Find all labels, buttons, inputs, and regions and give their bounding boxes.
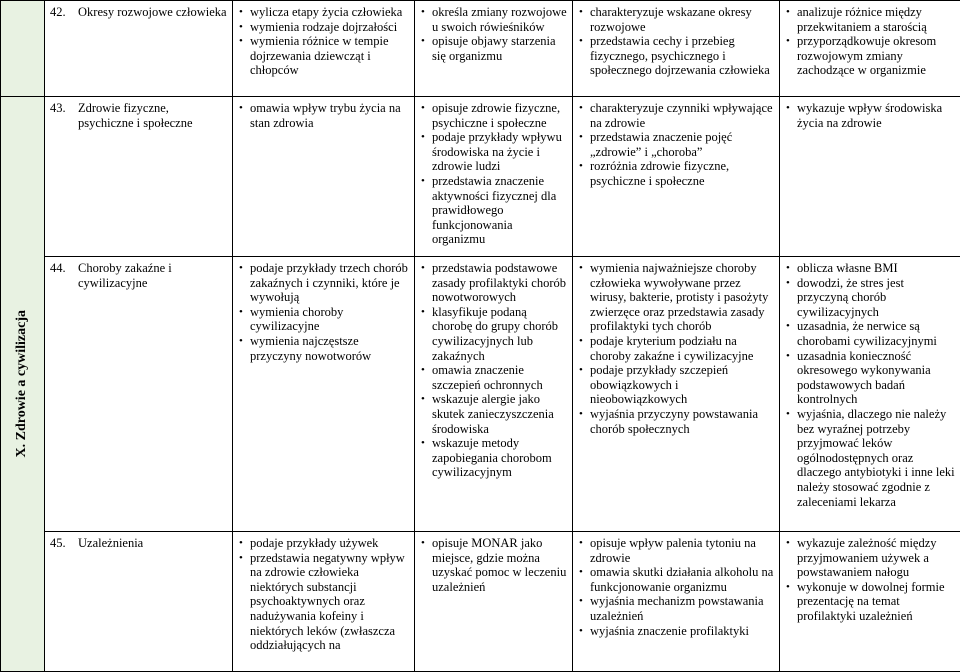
requirement-cell: [415, 257, 573, 532]
lesson-number: 44.: [50, 261, 78, 290]
list-item: • analizuje różnice między przekwitaniem a starością: [785, 5, 955, 34]
list-item: • opisuje objawy starzenia się organizmu: [420, 34, 567, 63]
list-item: • wymienia najczęstsze przyczyny nowotworów: [238, 334, 409, 363]
lesson-topic: Choroby zakaźne i cywilizacyjne: [78, 261, 227, 290]
requirement-cell: [573, 97, 780, 257]
list-item: • opisuje MONAR jako miejsce, gdzie można uzyskać pomoc w leczeniu uzależnień: [420, 536, 567, 594]
list-item: • wymienia rodzaje dojrzałości: [238, 20, 409, 35]
list-item: • wyjaśnia przyczyny powstawania chorób społecznych: [578, 407, 774, 436]
requirement-cell: [780, 257, 960, 532]
list-item: • omawia znaczenie szczepień ochronnych: [420, 363, 567, 392]
list-item: • wyjaśnia mechanizm powstawania uzależnień: [578, 594, 774, 623]
list-item: • wyjaśnia znaczenie profilaktyki: [578, 624, 774, 639]
table-row: [1, 257, 960, 532]
lesson-number: 42.: [50, 5, 78, 20]
list-item: • oblicza własne BMI: [785, 261, 955, 276]
table-row: [1, 532, 960, 672]
list-item: • przedstawia cechy i przebieg fizycznego, psychicznego i społecznego dojrzewania człowieka: [578, 34, 774, 78]
lesson-topic: Zdrowie fizyczne, psychiczne i społeczne: [78, 101, 227, 130]
list-item: • rozróżnia zdrowie fizyczne, psychiczne i społeczne: [578, 159, 774, 188]
topic-cell: [45, 97, 233, 257]
list-item: • wylicza etapy życia człowieka: [238, 5, 409, 20]
section-label: X. Zdrowie a cywilizacja: [15, 310, 30, 458]
list-item: • klasyfikuje podaną chorobę do grupy chorób cywilizacyjnych lub zakaźnych: [420, 305, 567, 363]
list-item: • określa zmiany rozwojowe u swoich rówieśników: [420, 5, 567, 34]
list-item: • charakteryzuje wskazane okresy rozwojowe: [578, 5, 774, 34]
list-item: • podaje przykłady używek: [238, 536, 409, 551]
requirement-cell: [780, 1, 960, 97]
requirement-cell: [573, 257, 780, 532]
list-item: • wskazuje metody zapobiegania chorobom cywilizacyjnym: [420, 436, 567, 480]
list-item: • podaje przykłady trzech chorób zakaźnych i czynniki, które je wywołują: [238, 261, 409, 305]
list-item: • wymienia choroby cywilizacyjne: [238, 305, 409, 334]
list-item: • przyporządkowuje okresom rozwojowym zmiany zachodzące w organizmie: [785, 34, 955, 78]
lesson-topic: Uzależnienia: [78, 536, 227, 551]
list-item: • charakteryzuje czynniki wpływające na zdrowie: [578, 101, 774, 130]
section-label-cell: [1, 97, 45, 672]
requirement-cell: [233, 532, 415, 672]
lesson-topic: Okresy rozwojowe człowieka: [78, 5, 227, 20]
list-item: • dowodzi, że stres jest przyczyną chorób cywilizacyjnych: [785, 276, 955, 320]
topic-cell: [45, 1, 233, 97]
list-item: • wyjaśnia, dlaczego nie należy bez wyraźnej potrzeby przyjmować leków ogólnodostępnych oraz dlaczego antybiotyki i inne leki należy stosować zgodnie z zaleceniami lekarza: [785, 407, 955, 509]
requirement-cell: [780, 532, 960, 672]
list-item: • wskazuje alergie jako skutek zanieczyszczenia środowiska: [420, 392, 567, 436]
list-item: • wykazuje wpływ środowiska życia na zdrowie: [785, 101, 955, 130]
requirement-cell: [233, 257, 415, 532]
table-row: [1, 1, 960, 97]
list-item: • przedstawia znaczenie pojęć „zdrowie” i „choroba”: [578, 130, 774, 159]
lesson-number: 45.: [50, 536, 78, 551]
requirement-cell: [233, 97, 415, 257]
list-item: • opisuje zdrowie fizyczne, psychiczne i społeczne: [420, 101, 567, 130]
requirement-cell: [415, 97, 573, 257]
requirement-cell: [573, 1, 780, 97]
list-item: • podaje przykłady szczepień obowiązkowych i nieobowiązkowych: [578, 363, 774, 407]
topic-cell: [45, 532, 233, 672]
lesson-number: 43.: [50, 101, 78, 130]
requirement-cell: [780, 97, 960, 257]
list-item: • omawia wpływ trybu życia na stan zdrowia: [238, 101, 409, 130]
list-item: • opisuje wpływ palenia tytoniu na zdrowie: [578, 536, 774, 565]
list-item: • przedstawia podstawowe zasady profilaktyki chorób nowotworowych: [420, 261, 567, 305]
requirement-cell: [415, 1, 573, 97]
list-item: • omawia skutki działania alkoholu na funkcjonowanie organizmu: [578, 565, 774, 594]
requirement-cell: [233, 1, 415, 97]
list-item: • podaje przykłady wpływu środowiska na życie i zdrowie ludzi: [420, 130, 567, 174]
requirement-cell: [415, 532, 573, 672]
list-item: • przedstawia negatywny wpływ na zdrowie człowieka niektórych substancji psychoaktywnych oraz nadużywania kofeiny i niektórych leków (zwłaszcza oddziałujących na: [238, 551, 409, 653]
topic-cell: [45, 257, 233, 532]
list-item: • wymienia najważniejsze choroby człowieka wywoływane przez wirusy, bakterie, protisty i pasożyty zwierzęce oraz przedstawia zasady profilaktyki tych chorób: [578, 261, 774, 334]
list-item: • wykonuje w dowolnej formie prezentację na temat profilaktyki uzależnień: [785, 580, 955, 624]
table-row: [1, 97, 960, 257]
list-item: • uzasadnia, że nerwice są chorobami cywilizacyjnymi: [785, 319, 955, 348]
list-item: • wykazuje zależność między przyjmowaniem używek a powstawaniem nałogu: [785, 536, 955, 580]
list-item: • wymienia różnice w tempie dojrzewania dziewcząt i chłopców: [238, 34, 409, 78]
requirement-cell: [573, 532, 780, 672]
list-item: • podaje kryterium podziału na choroby zakaźne i cywilizacyjne: [578, 334, 774, 363]
list-item: • przedstawia znaczenie aktywności fizycznej dla prawidłowego funkcjonowania organizmu: [420, 174, 567, 247]
list-item: • uzasadnia konieczność okresowego wykonywania podstawowych badań kontrolnych: [785, 349, 955, 407]
